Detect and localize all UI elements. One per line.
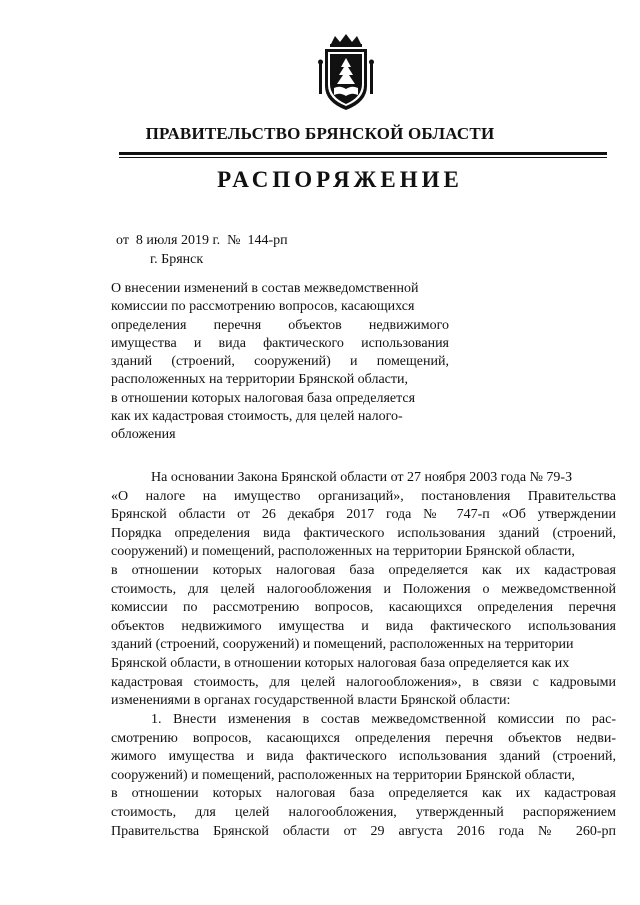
subject-line: комиссии по рассмотрению вопросов, касающихся bbox=[111, 299, 415, 315]
paragraph-line: стоимость, для целей налогообложения, утвержденный распоряжением bbox=[111, 804, 616, 820]
subject-line: зданий (строений, сооружений) и помещений, bbox=[111, 354, 449, 370]
subject-line: определения перечня объектов недвижимого bbox=[111, 317, 449, 333]
subject-line: расположенных на территории Брянской области, bbox=[111, 372, 408, 388]
paragraph-line: сооружений) и помещений, расположенных на территории Брянской области, bbox=[111, 767, 575, 783]
paragraph-line: изменениями в органах государственной власти Брянской области: bbox=[111, 693, 511, 709]
subject-line: имущества и вида фактического использования bbox=[111, 335, 449, 351]
document-type-title: РАСПОРЯЖЕНИЕ bbox=[217, 167, 463, 192]
paragraph-line: объектов недвижимого имущества и вида фактического использования bbox=[111, 618, 616, 634]
paragraph-line: Правительства Брянской области от 29 августа 2016 года № 260-рп bbox=[111, 823, 616, 839]
paragraph-line: Брянской области от 26 декабря 2017 года № 747-п «Об утверждении bbox=[111, 507, 616, 523]
paragraph-line: зданий (строений, сооружений) и помещений, расположенных на территории bbox=[111, 637, 574, 653]
document-subject bbox=[111, 280, 449, 445]
subject-line: в отношении которых налоговая база определяется bbox=[111, 390, 416, 406]
paragraph-line: в отношении которых налоговая база определяется как их кадастровая bbox=[111, 786, 616, 802]
paragraph-line: «О налоге на имущество организаций», постановления Правительства bbox=[111, 488, 616, 504]
organization-title: ПРАВИТЕЛЬСТВО БРЯНСКОЙ ОБЛАСТИ bbox=[145, 124, 495, 143]
preamble-paragraph bbox=[111, 469, 616, 711]
paragraph-line: Порядка определения вида фактического использования зданий (строений, bbox=[111, 525, 616, 541]
subject-line: обложения bbox=[111, 427, 176, 443]
header-rule-thick bbox=[119, 152, 607, 155]
header-rule-thin bbox=[119, 157, 607, 158]
city-line: г. Брянск bbox=[150, 252, 204, 267]
paragraph-line: в отношении которых налоговая база определяется как их кадастровая bbox=[111, 562, 616, 578]
paragraph-line: 1. Внести изменения в состав межведомственной комиссии по рас- bbox=[151, 712, 616, 727]
paragraph-line: комиссии по рассмотрению вопросов, касающихся определения перечня bbox=[111, 600, 616, 616]
paragraph-line: Брянской области, в отношении которых налоговая база определяется как их bbox=[111, 655, 570, 671]
paragraph-line: кадастровая стоимость, для целей налогообложения», в связи с кадровыми bbox=[111, 674, 616, 690]
paragraph-line: смотрению вопросов, касающихся определения перечня объектов недви- bbox=[111, 730, 616, 746]
paragraph-line: стоимость, для целей налогообложения и Положения о межведомственной bbox=[111, 581, 616, 597]
paragraph-line: жимого имущества и вида фактического использования зданий (строений, bbox=[111, 749, 616, 765]
date-number-line: от 8 июля 2019 г. № 144-рп bbox=[116, 233, 288, 248]
subject-line: О внесении изменений в состав межведомственной bbox=[111, 281, 419, 296]
subject-line: как их кадастровая стоимость, для целей налого- bbox=[111, 409, 403, 425]
coat-of-arms-icon bbox=[313, 34, 379, 114]
paragraph-line: На основании Закона Брянской области от 27 ноября 2003 года № 79-З bbox=[151, 470, 573, 485]
resolution-paragraph bbox=[111, 711, 616, 841]
paragraph-line: сооружений) и помещений, расположенных на территории Брянской области, bbox=[111, 544, 575, 560]
